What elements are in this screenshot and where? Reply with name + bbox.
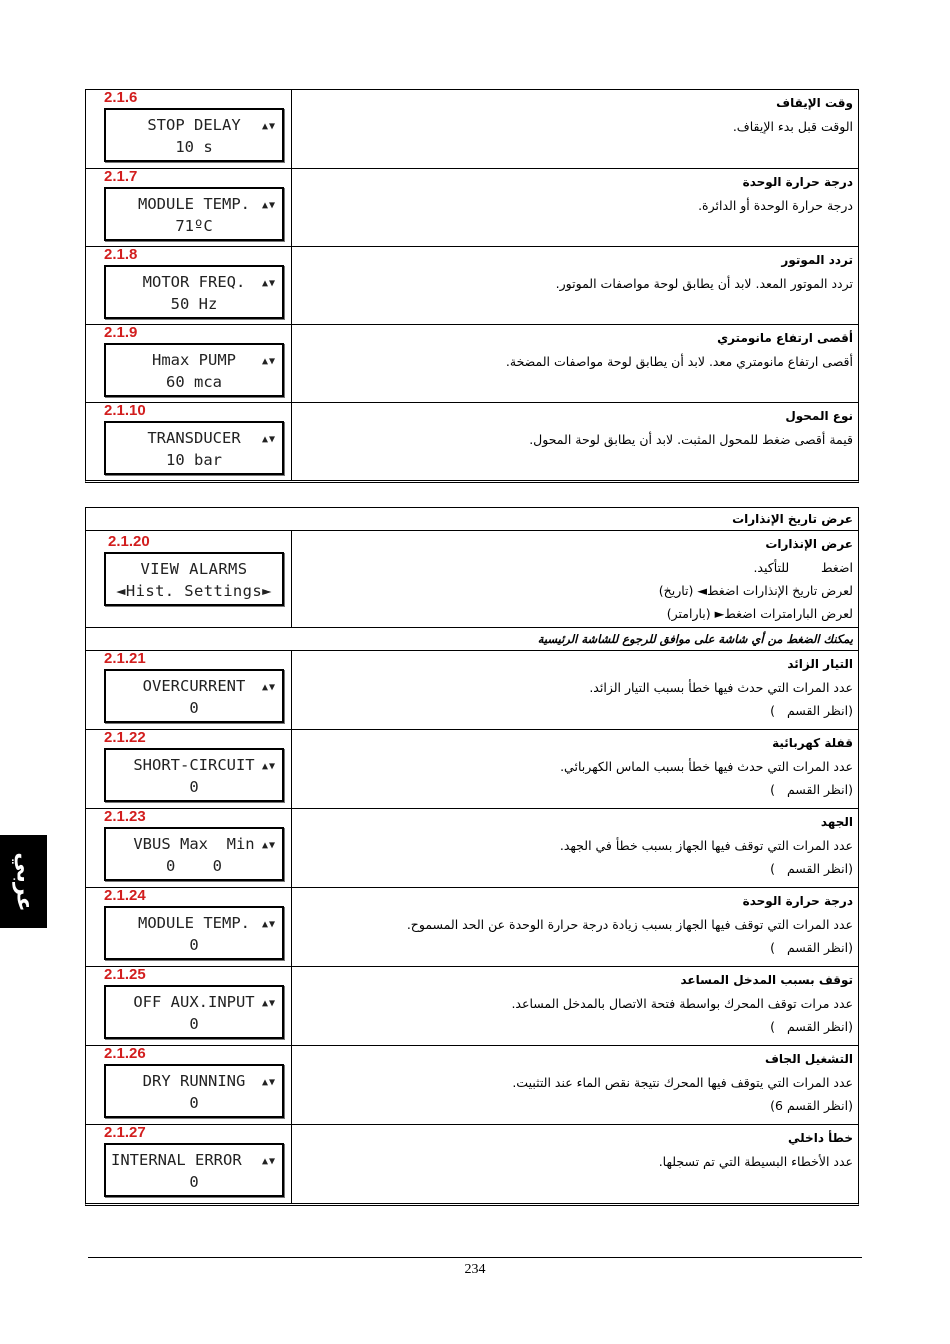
item-description: عدد مرات توقف المحرك بواسطة فتحة الاتصال بالمدخل المساعد. (511, 996, 853, 1011)
lcd-display: SHORT-CIRCUIT 0 ▲▼ (104, 748, 284, 802)
up-down-arrows-icon: ▲▼ (261, 1077, 276, 1088)
lcd-display: OVERCURRENT 0 ▲▼ (104, 669, 284, 723)
table-row (86, 887, 858, 966)
item-description: الوقت قبل بدء الإيقاف. (732, 119, 853, 134)
description-cell (292, 967, 858, 1045)
display-cell (86, 403, 292, 480)
note-row: يمكنك الضغط من أي شاشة على موافق للرجوع للشاشة الرئيسية (86, 627, 858, 650)
display-cell (86, 325, 292, 402)
item-reference: (انظر القسم ) (770, 940, 853, 955)
display-cell (86, 90, 292, 168)
item-description: قيمة أقصى ضغط للمحول المثبت. لابد أن يطابق لوحة المحول. (529, 432, 853, 447)
lcd-display: TRANSDUCER 10 bar ▲▼ (104, 421, 284, 475)
table-row (86, 90, 858, 168)
table-row (86, 530, 858, 627)
item-description: لعرض البارامترات اضغط► (بارامتر) (666, 606, 853, 621)
lcd-display: MODULE TEMP. 0 ▲▼ (104, 906, 284, 960)
item-reference: (انظر القسم ) (770, 782, 853, 797)
item-title: وقت الإيقاف (776, 96, 853, 110)
menu-code: 2.1.20 (108, 533, 150, 550)
description-cell (292, 730, 858, 808)
display-cell (86, 1046, 292, 1124)
up-down-arrows-icon: ▲▼ (261, 682, 276, 693)
item-title: التشغيل الجاف (764, 1052, 853, 1066)
table-row (86, 650, 858, 729)
item-title: نوع المحول (785, 409, 853, 423)
display-cell (86, 809, 292, 887)
table-header: عرض تاريخ الإنذارات (732, 512, 853, 526)
menu-code: 2.1.6 (104, 89, 138, 106)
item-title: خطأ داخلي (788, 1131, 853, 1145)
menu-code: 2.1.9 (104, 324, 138, 341)
description-cell (292, 90, 858, 168)
up-down-arrows-icon: ▲▼ (261, 121, 276, 132)
item-title: تردد الموتور (781, 253, 853, 267)
description-cell (292, 651, 858, 729)
item-description: اضغط للتأكيد. (753, 560, 853, 575)
description-cell (292, 888, 858, 966)
item-reference: (انظر القسم ) (770, 1019, 853, 1034)
item-title: توقف بسبب المدخل المساعد (680, 973, 853, 987)
lcd-display: STOP DELAY 10 s ▲▼ (104, 108, 284, 162)
item-description: عدد الأخطاء البسيطة التي تم تسجلها. (658, 1154, 853, 1169)
menu-code: 2.1.23 (104, 808, 146, 825)
up-down-arrows-icon: ▲▼ (261, 919, 276, 930)
alarm-history-table (85, 507, 859, 1206)
item-description: لعرض تاريخ الإنذارات اضغط◄ (تاريخ) (658, 583, 853, 598)
lcd-display: MOTOR FREQ. 50 Hz ▲▼ (104, 265, 284, 319)
item-description: درجة حرارة الوحدة أو الدائرة. (698, 198, 853, 213)
table-row (86, 168, 858, 246)
lcd-display: INTERNAL ERROR 0 ▲▼ (104, 1143, 284, 1197)
up-down-arrows-icon: ▲▼ (261, 434, 276, 445)
item-description: عدد المرات التي حدث فيها خطأ بسبب التيار الزائد. (589, 680, 853, 695)
menu-code: 2.1.22 (104, 729, 146, 746)
lcd-display: DRY RUNNING 0 ▲▼ (104, 1064, 284, 1118)
display-cell (86, 888, 292, 966)
table-row (86, 324, 858, 402)
menu-code: 2.1.27 (104, 1124, 146, 1141)
item-description: أقصى ارتفاع مانومتري معد. لابد أن يطابق لوحة مواصفات المضخة. (505, 354, 853, 369)
menu-code: 2.1.25 (104, 966, 146, 983)
menu-code: 2.1.7 (104, 168, 138, 185)
description-cell (292, 325, 858, 402)
table-row (86, 729, 858, 808)
item-reference: (انظر القسم ) (770, 703, 853, 718)
display-cell (86, 247, 292, 324)
description-cell (292, 1125, 858, 1203)
table-row (86, 1045, 858, 1124)
display-cell (86, 531, 292, 627)
description-cell (292, 247, 858, 324)
up-down-arrows-icon: ▲▼ (261, 1156, 276, 1167)
table-row (86, 808, 858, 887)
item-reference: (انظر القسم ) (770, 861, 853, 876)
item-description: عدد المرات التي يتوقف فيها المحرك نتيجة نقص الماء عند التثبيت. (512, 1075, 853, 1090)
up-down-arrows-icon: ▲▼ (261, 200, 276, 211)
menu-code: 2.1.26 (104, 1045, 146, 1062)
display-cell (86, 967, 292, 1045)
item-description: تردد الموتور المعد. لابد أن يطابق لوحة مواصفات الموتور. (555, 276, 853, 291)
lcd-display: VIEW ALARMS ◄Hist. Settings► (104, 552, 284, 606)
item-title: التيار الزائد (787, 657, 853, 671)
menu-code: 2.1.24 (104, 887, 146, 904)
item-title: درجة حرارة الوحدة (742, 894, 853, 908)
menu-code: 2.1.21 (104, 650, 146, 667)
up-down-arrows-icon: ▲▼ (261, 356, 276, 367)
display-cell (86, 730, 292, 808)
description-cell (292, 531, 858, 627)
item-description: عدد المرات التي حدث فيها خطأ بسبب الماس الكهربائي. (560, 759, 853, 774)
language-tab: عربي (0, 835, 47, 928)
description-cell (292, 403, 858, 480)
item-title: قفلة كهربائية (772, 736, 853, 750)
item-title: الجهد (820, 815, 853, 829)
table-row (86, 966, 858, 1045)
description-cell (292, 169, 858, 246)
lcd-display: Hmax PUMP 60 mca ▲▼ (104, 343, 284, 397)
item-description: عدد المرات التي توقف فيها الجهاز بسبب زيادة درجة حرارة الوحدة عن الحد المسموح. (406, 917, 853, 932)
up-down-arrows-icon: ▲▼ (261, 998, 276, 1009)
lcd-display: MODULE TEMP. 71ºC ▲▼ (104, 187, 284, 241)
item-title: أقصى ارتفاع مانومتري (717, 331, 853, 345)
lcd-display: VBUS Max Min 0 0 ▲▼ (104, 827, 284, 881)
up-down-arrows-icon: ▲▼ (261, 278, 276, 289)
table-row (86, 246, 858, 324)
description-cell (292, 809, 858, 887)
menu-code: 2.1.8 (104, 246, 138, 263)
display-cell (86, 1125, 292, 1203)
settings-table (85, 89, 859, 483)
description-cell (292, 1046, 858, 1124)
page-number: 234 (464, 1262, 486, 1277)
display-cell (86, 169, 292, 246)
table-row (86, 402, 858, 480)
footer-divider (88, 1257, 862, 1258)
lcd-display: OFF AUX.INPUT 0 ▲▼ (104, 985, 284, 1039)
table-row (86, 1124, 858, 1203)
item-title: درجة حرارة الوحدة (742, 175, 853, 189)
item-reference: (انظر القسم 6) (770, 1098, 853, 1113)
item-title: عرض الإنذارات (765, 537, 853, 551)
up-down-arrows-icon: ▲▼ (261, 761, 276, 772)
menu-code: 2.1.10 (104, 402, 146, 419)
display-cell (86, 651, 292, 729)
item-description: عدد المرات التي توقف فيها الجهاز بسبب خطأ في الجهد. (559, 838, 853, 853)
up-down-arrows-icon: ▲▼ (261, 840, 276, 851)
